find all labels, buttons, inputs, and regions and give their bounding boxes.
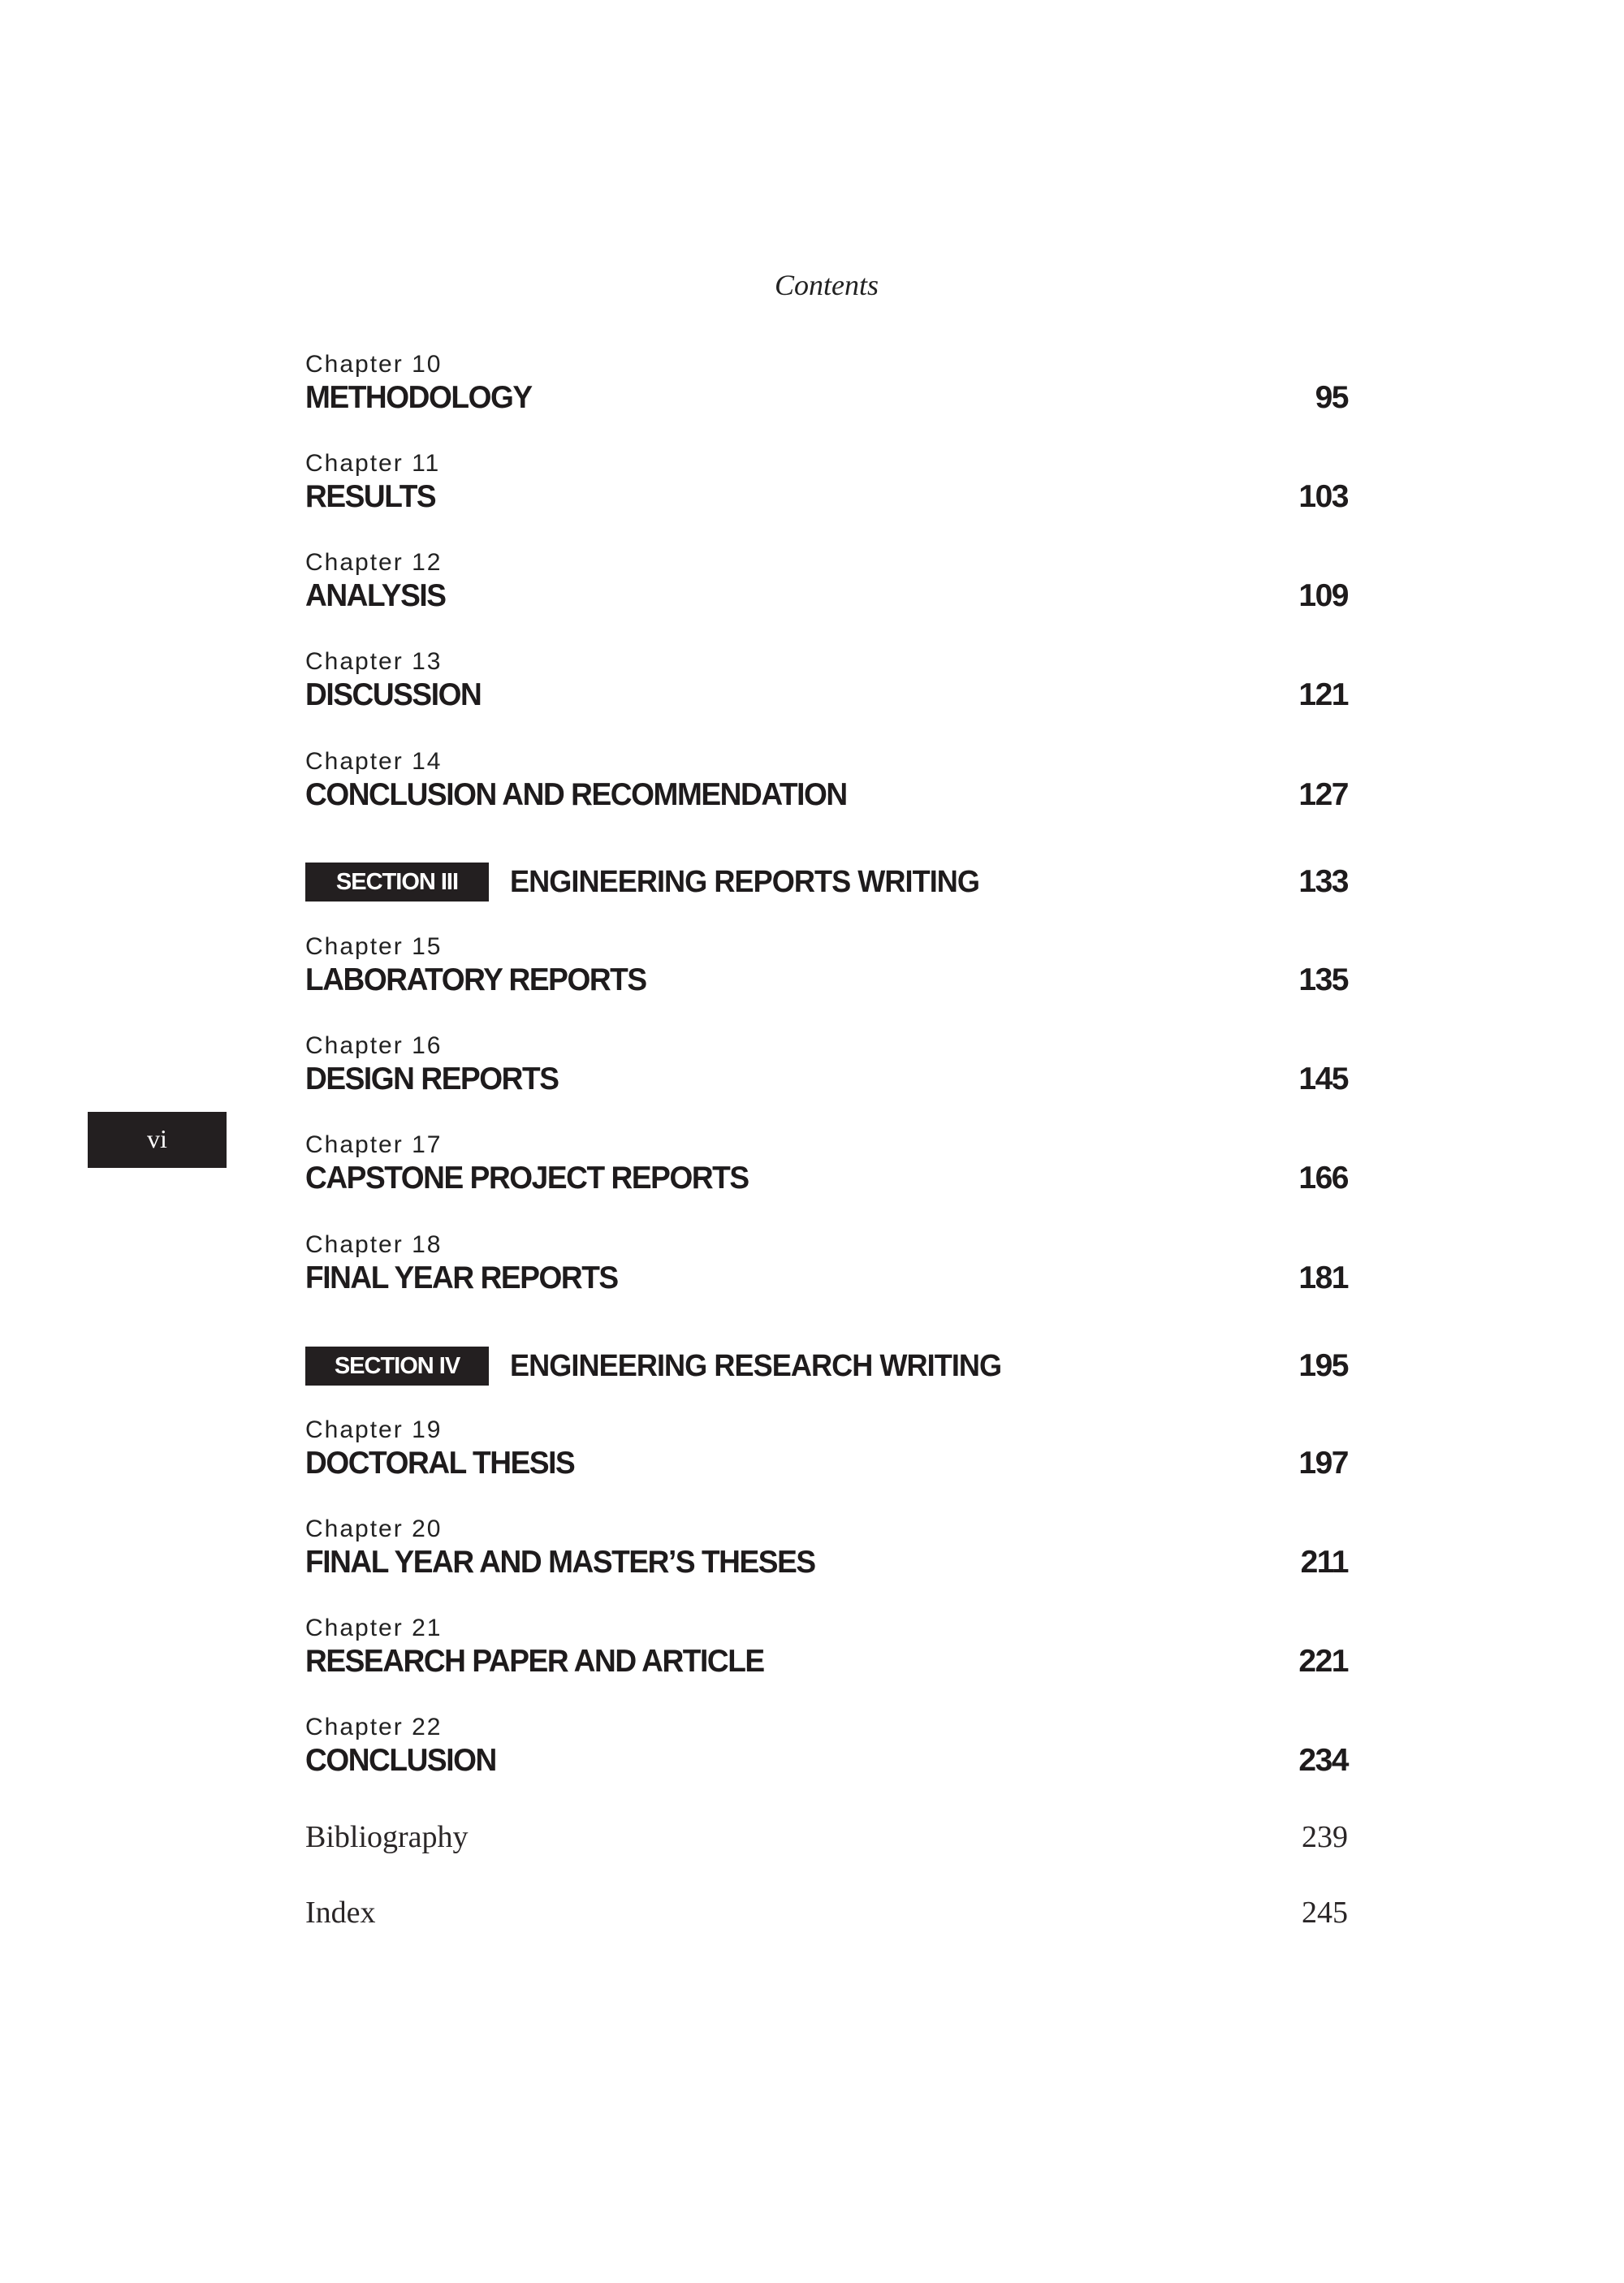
chapter-title: DESIGN REPORTS [305, 1062, 559, 1096]
page-number: 135 [1298, 962, 1348, 997]
running-head: Contents [774, 269, 879, 301]
back-matter-title: Bibliography [305, 1820, 469, 1854]
page-number: 197 [1298, 1446, 1348, 1481]
page-number: 127 [1298, 777, 1348, 812]
toc-entry-chapter-15[interactable] [305, 933, 1348, 998]
chapter-title: CONCLUSION AND RECOMMENDATION [305, 777, 847, 812]
page-number: 95 [1315, 380, 1348, 415]
chapter-label: Chapter 12 [305, 549, 443, 576]
page-number: 121 [1298, 677, 1348, 712]
chapter-label: Chapter 20 [305, 1516, 443, 1542]
page-number: 133 [1298, 864, 1348, 899]
chapter-label: Chapter 15 [305, 933, 443, 960]
chapter-title: FINAL YEAR REPORTS [305, 1260, 618, 1295]
toc-entry-chapter-12[interactable] [305, 549, 1348, 614]
section-badge: SECTION III [305, 863, 489, 902]
toc-entry-chapter-18[interactable] [305, 1231, 1348, 1296]
page-number: 109 [1298, 578, 1348, 613]
page-number: 195 [1298, 1348, 1348, 1383]
chapter-label: Chapter 22 [305, 1714, 443, 1740]
toc-section-iv[interactable] [305, 1347, 1348, 1386]
toc-section-iii[interactable] [305, 863, 1348, 902]
toc-entry-chapter-14[interactable] [305, 748, 1348, 813]
chapter-label: Chapter 14 [305, 748, 443, 775]
chapter-title: CAPSTONE PROJECT REPORTS [305, 1161, 749, 1196]
toc-entry-chapter-19[interactable] [305, 1416, 1348, 1481]
page-number: 103 [1298, 479, 1348, 514]
page-number: 166 [1298, 1161, 1348, 1196]
chapter-title: FINAL YEAR AND MASTER’S THESES [305, 1545, 815, 1580]
page-number: 234 [1298, 1743, 1348, 1778]
page-number: 239 [1302, 1820, 1348, 1854]
chapter-title: DOCTORAL THESIS [305, 1446, 575, 1481]
chapter-title: RESULTS [305, 479, 436, 514]
chapter-title: CONCLUSION [305, 1743, 496, 1778]
page-number: 181 [1298, 1260, 1348, 1295]
chapter-title: RESEARCH PAPER AND ARTICLE [305, 1644, 764, 1679]
chapter-label: Chapter 18 [305, 1231, 443, 1258]
chapter-label: Chapter 10 [305, 351, 443, 378]
chapter-label: Chapter 21 [305, 1615, 443, 1641]
toc-entry-chapter-20[interactable] [305, 1516, 1348, 1580]
toc-entry-bibliography[interactable] [305, 1819, 1348, 1860]
chapter-label: Chapter 17 [305, 1131, 443, 1158]
chapter-label: Chapter 19 [305, 1416, 443, 1443]
toc-entry-chapter-22[interactable] [305, 1714, 1348, 1779]
back-matter-title: Index [305, 1896, 376, 1930]
page-number: 211 [1300, 1545, 1348, 1580]
toc-entry-chapter-13[interactable] [305, 648, 1348, 713]
chapter-label: Chapter 13 [305, 648, 443, 675]
chapter-title: ANALYSIS [305, 578, 446, 613]
toc-entry-chapter-16[interactable] [305, 1032, 1348, 1097]
chapter-label: Chapter 11 [305, 450, 441, 477]
page-number: 245 [1302, 1896, 1348, 1930]
section-badge: SECTION IV [305, 1347, 489, 1386]
page-folio: vi [88, 1112, 227, 1168]
section-title: ENGINEERING RESEARCH WRITING [510, 1349, 1002, 1383]
toc-entry-chapter-10[interactable] [305, 351, 1348, 416]
chapter-label: Chapter 16 [305, 1032, 443, 1059]
chapter-title: LABORATORY REPORTS [305, 962, 646, 997]
section-title: ENGINEERING REPORTS WRITING [510, 865, 980, 899]
page-number: 145 [1298, 1062, 1348, 1096]
toc-entry-chapter-17[interactable] [305, 1131, 1348, 1196]
page-number: 221 [1298, 1644, 1348, 1679]
chapter-title: METHODOLOGY [305, 380, 532, 415]
toc-entry-chapter-21[interactable] [305, 1615, 1348, 1680]
toc-entry-index[interactable] [305, 1895, 1348, 1935]
toc-entry-chapter-11[interactable] [305, 450, 1348, 515]
chapter-title: DISCUSSION [305, 677, 482, 712]
